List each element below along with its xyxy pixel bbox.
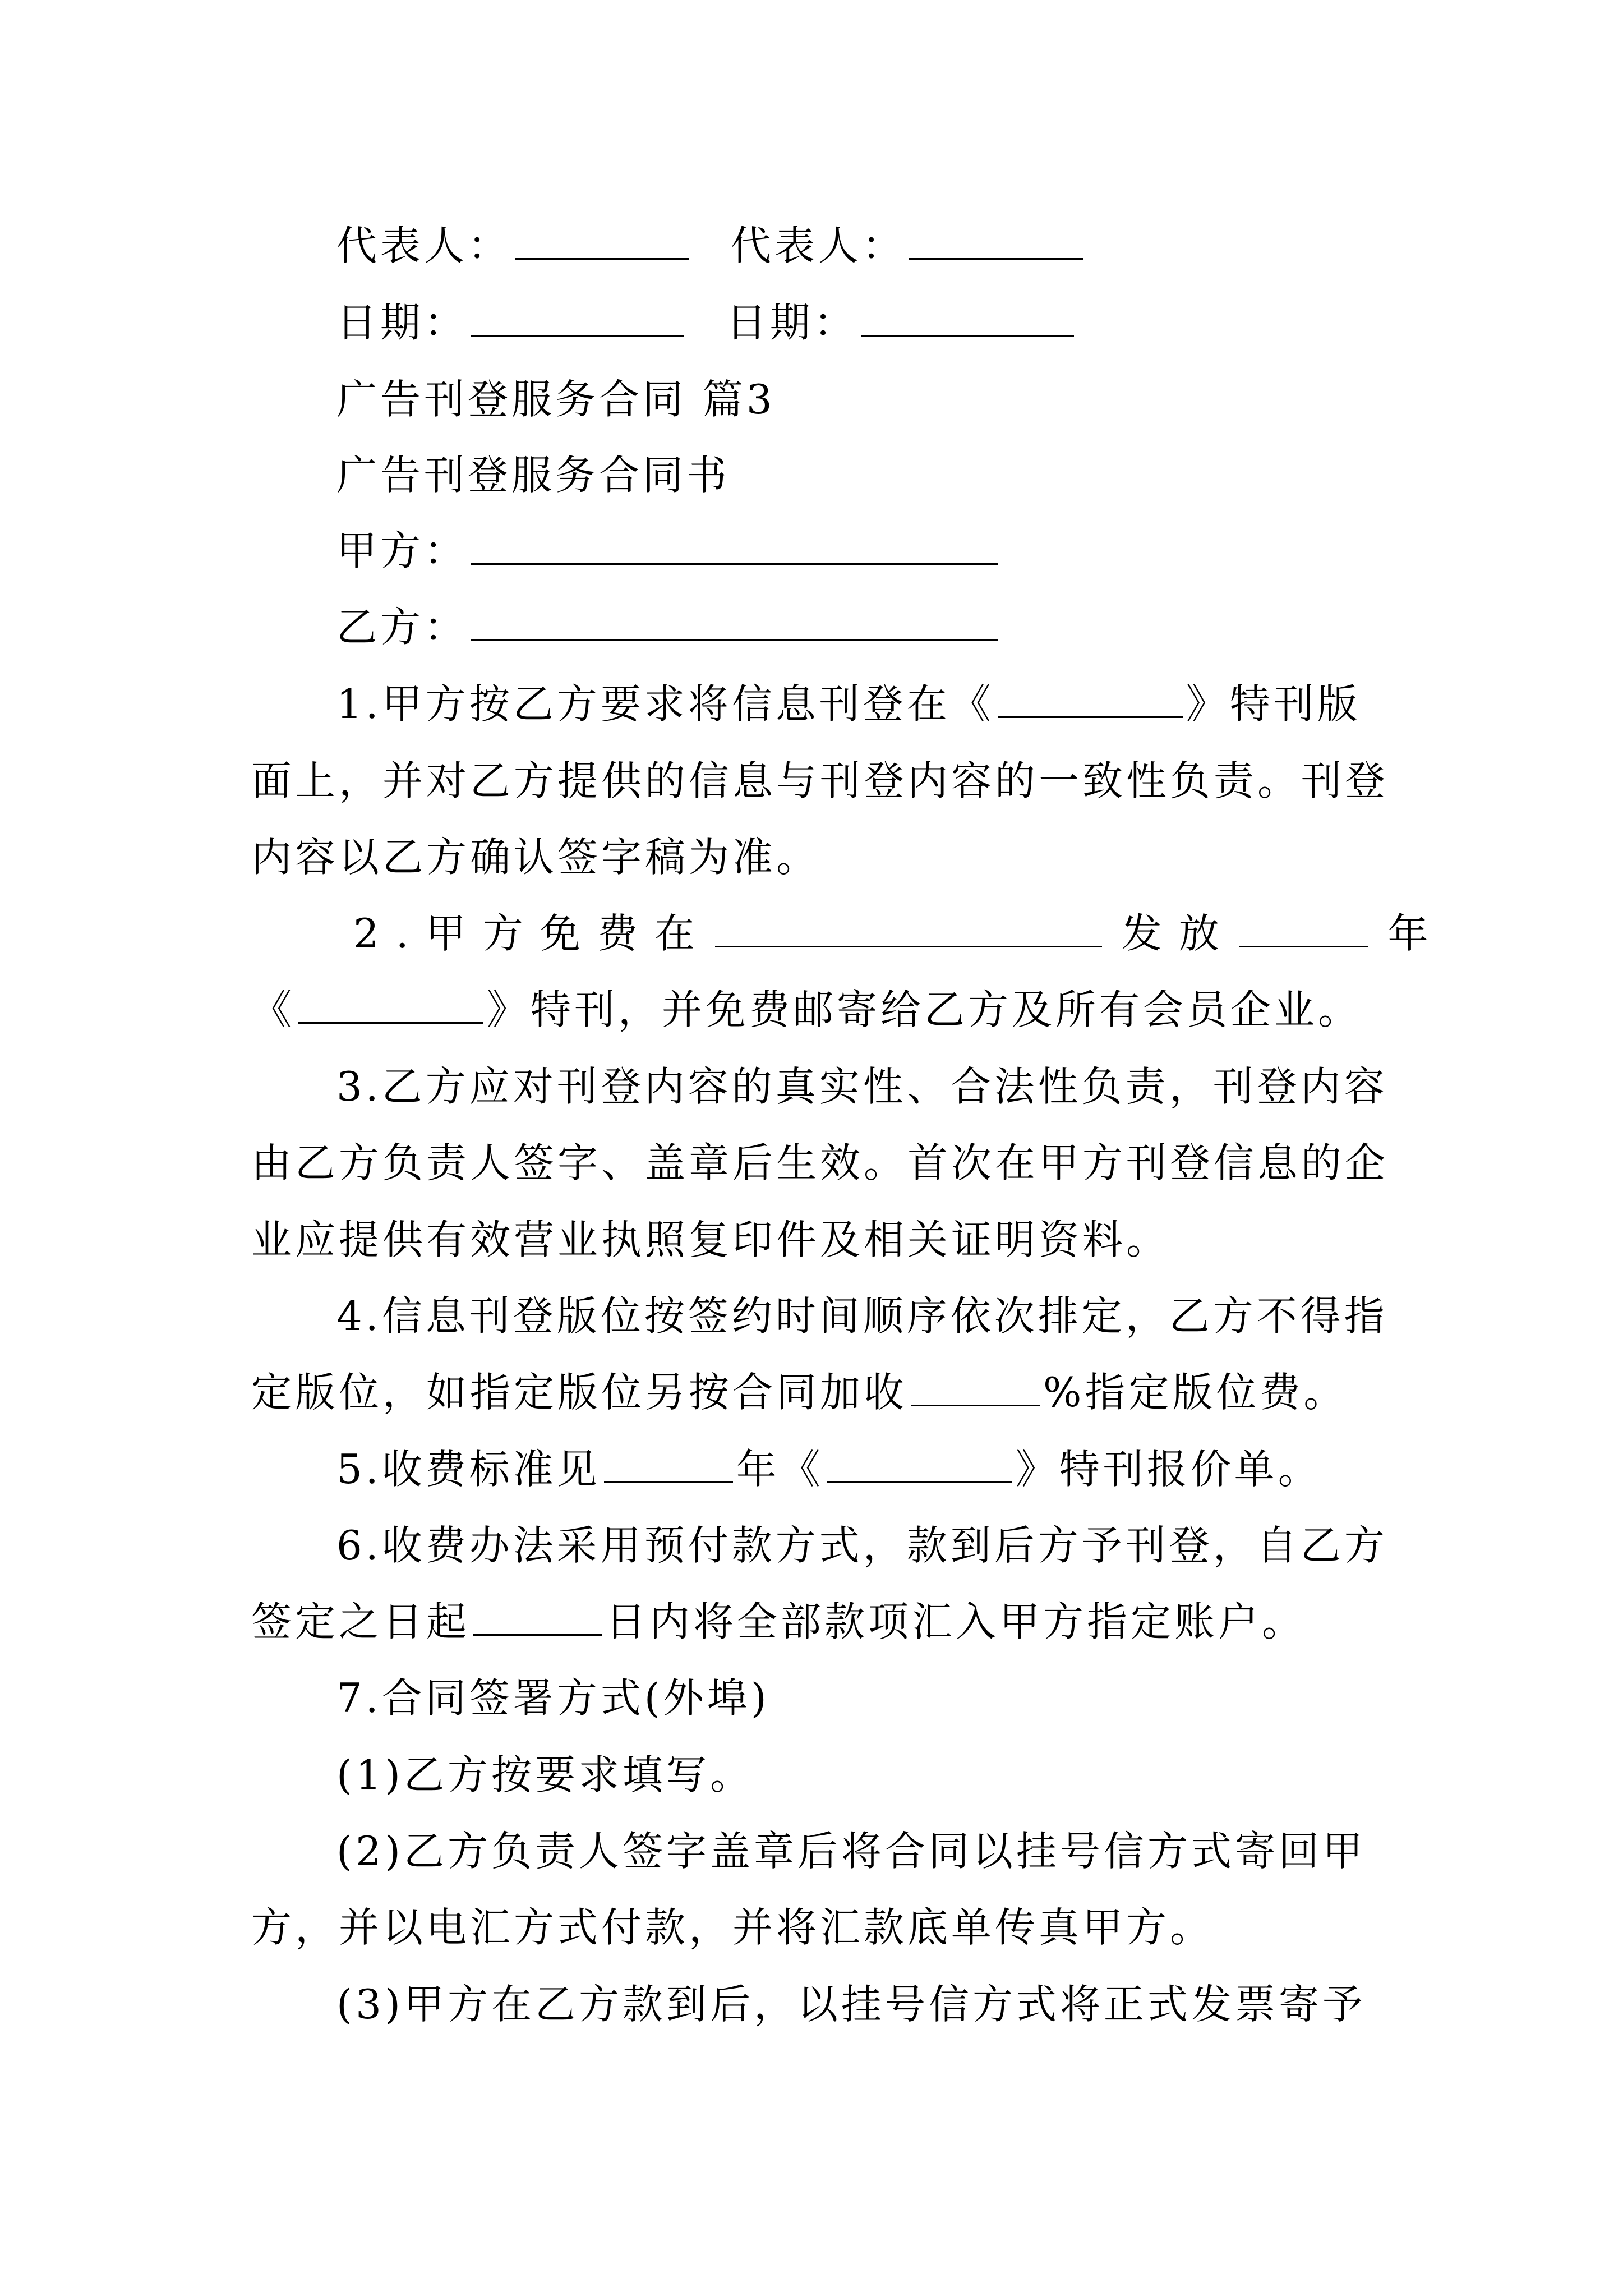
clause-2-text-b: 发放	[1121, 910, 1236, 957]
clause-4-text-b: %指定版位费。	[1043, 1369, 1348, 1416]
clause-7-heading: 7.合同签署方式(外埠)	[336, 1674, 770, 1722]
rep-b-blank	[909, 224, 1083, 260]
section-title: 广告刊登服务合同 篇3	[336, 376, 776, 423]
clause-7-item-3-line-1: (3)甲方在乙方款到后，以挂号信方式将正式发票寄予	[336, 1981, 1366, 2028]
party-a-label: 甲方：	[336, 527, 468, 574]
party-b-line	[336, 599, 1002, 655]
clause-7-item-2-line-1: (2)乙方负责人签字盖章后将合同以挂号信方式寄回甲	[336, 1828, 1366, 1875]
clause-6-line-2	[251, 1594, 1306, 1650]
clause-3-line-3: 业应提供有效营业执照复印件及相关证明资料。	[251, 1216, 1170, 1263]
publication-name-blank-3	[827, 1448, 1012, 1483]
clause-4-line-1: 4.信息刊登版位按签约时间顺序依次排定，乙方不得指	[336, 1292, 1388, 1340]
rep-a-label: 代表人：	[336, 222, 512, 269]
party-b-label: 乙方：	[336, 604, 468, 651]
clause-5-text-b: 年《	[736, 1446, 824, 1493]
distribution-blank	[715, 912, 1102, 947]
clause-1-text-b: 》特刊版	[1186, 680, 1361, 728]
clause-2-line-1	[353, 905, 1432, 961]
date-b-label: 日期：	[726, 299, 857, 346]
clause-4-line-2	[251, 1364, 1347, 1420]
party-a-line	[336, 523, 1002, 579]
clause-1-line-2: 面上，并对乙方提供的信息与刊登内容的一致性负责。刊登	[251, 757, 1389, 804]
publication-name-blank	[998, 683, 1183, 718]
clause-1-text-a: 1.甲方按乙方要求将信息刊登在《	[336, 680, 994, 728]
rep-b-label: 代表人：	[730, 222, 906, 269]
party-a-blank	[471, 530, 998, 565]
clause-2-text-c: 年	[1387, 910, 1432, 957]
party-b-blank	[471, 606, 998, 641]
clause-5-line	[336, 1441, 1322, 1497]
year-blank	[1239, 912, 1368, 947]
date-a-blank	[471, 301, 684, 337]
clause-7-item-1: (1)乙方按要求填写。	[336, 1751, 754, 1798]
clause-2-line-2	[251, 982, 1362, 1038]
clause-6-line-1: 6.收费办法采用预付款方式，款到后方予刊登，自乙方	[336, 1522, 1388, 1569]
document-title: 广告刊登服务合同书	[336, 452, 731, 499]
clause-6-text-b: 日内将全部款项汇入甲方指定账户。	[606, 1598, 1306, 1645]
clause-2-text-d: 《	[251, 986, 296, 1033]
clause-3-line-2: 由乙方负责人签字、盖章后生效。首次在甲方刊登信息的企	[251, 1139, 1389, 1186]
representative-line	[336, 218, 1086, 274]
clause-1-line-3: 内容以乙方确认签字稿为准。	[251, 834, 820, 881]
publication-name-blank-2	[298, 988, 483, 1024]
clause-3-line-1: 3.乙方应对刊登内容的真实性、合法性负责，刊登内容	[336, 1063, 1388, 1110]
date-b-blank	[861, 301, 1074, 337]
clause-5-text-a: 5.收费标准见	[336, 1446, 601, 1493]
clause-7-item-2-line-2: 方，并以电汇方式付款，并将汇款底单传真甲方。	[251, 1904, 1214, 1951]
rep-a-blank	[515, 224, 689, 260]
clause-5-text-c: 》特刊报价单。	[1015, 1446, 1322, 1493]
days-blank	[473, 1600, 602, 1636]
clause-1-line-1	[336, 676, 1361, 732]
date-a-label: 日期：	[336, 299, 468, 346]
clause-2-text-e: 》特刊，并免费邮寄给乙方及所有会员企业。	[487, 986, 1362, 1033]
year-blank-2	[604, 1448, 733, 1483]
clause-2-text-a: 2.甲方免费在	[353, 910, 712, 957]
clause-4-text-a: 定版位，如指定版位另按合同加收	[251, 1369, 908, 1416]
clause-6-text-a: 签定之日起	[251, 1598, 471, 1645]
date-line	[336, 295, 1077, 351]
percentage-blank	[911, 1371, 1040, 1406]
